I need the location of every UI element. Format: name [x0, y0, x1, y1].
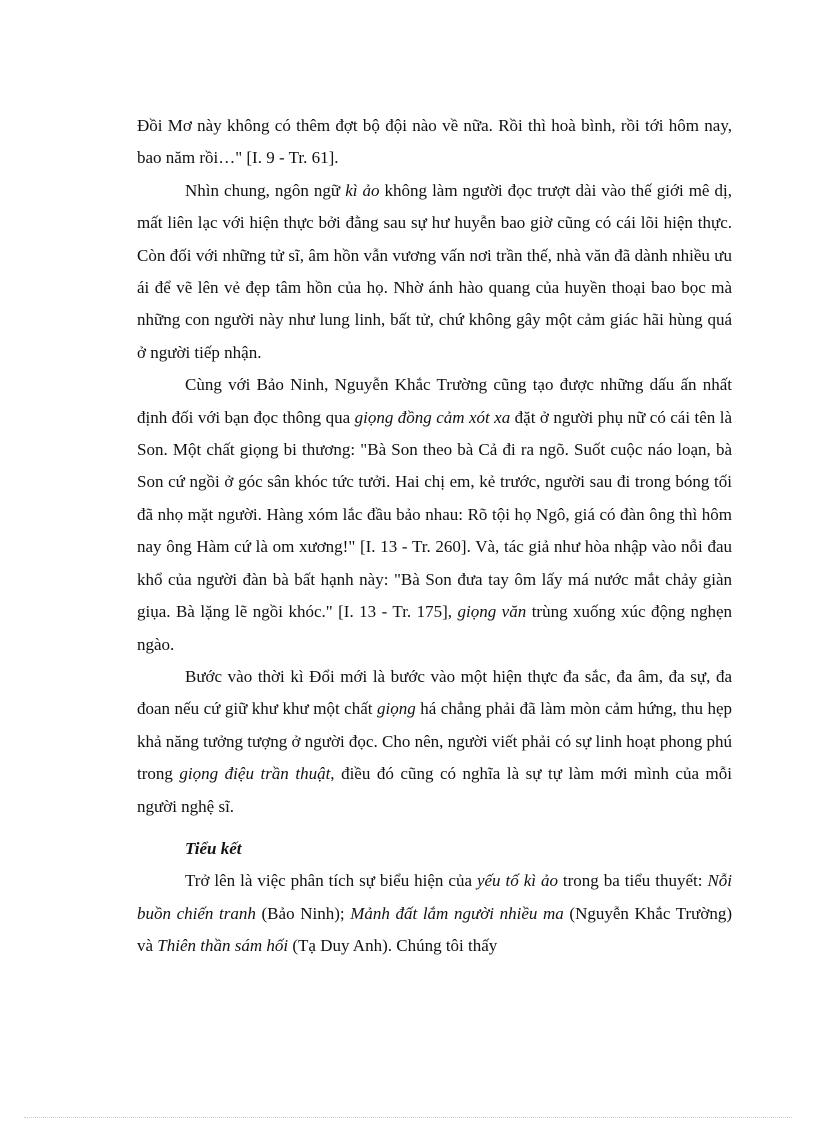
summary-text: [137, 865, 732, 962]
text-run: , điều đó cũng có nghĩa là sự tự làm mới mình của mỗi người nghệ sĩ.: [137, 764, 733, 816]
paragraph: [137, 661, 732, 823]
italic-phrase: giọng điệu trần thuật: [179, 764, 331, 784]
italic-phrase: Nỗi buồn chiến tranh: [137, 871, 732, 923]
text-run: trong ba tiểu thuyết:: [557, 871, 708, 891]
text-run: Cùng với Bảo Ninh, Nguyễn Khắc Trường cũng tạo được những dấu ấn nhất định đối với bạn đọc thông qua: [137, 375, 732, 427]
section-heading: Tiểu kết: [185, 838, 242, 858]
paragraph: [137, 865, 732, 962]
italic-phrase: Mảnh đất lắm người nhiều ma: [350, 903, 564, 923]
footer-divider: [24, 1117, 792, 1118]
body-text: [137, 110, 732, 823]
text-run: trùng xuống xúc động nghẹn ngào.: [137, 602, 732, 654]
document-page: [137, 110, 732, 963]
text-run: (Nguyễn Khắc Trường) và: [137, 903, 733, 956]
text-run: há chẳng phải đã làm mòn cảm hứng, thu hẹp khả năng tưởng tượng ở người đọc. Cho nên, người viết phải có sự linh hoạt phong phú trong: [137, 699, 732, 784]
text-run: (Bảo Ninh);: [255, 903, 351, 923]
text-run: Trở lên là việc phân tích sự biểu hiện của: [185, 871, 477, 891]
paragraph: [137, 175, 732, 369]
paragraph: [137, 369, 732, 661]
italic-phrase: giọng: [377, 699, 416, 719]
text-run: Bước vào thời kì Đổi mới là bước vào một hiện thực đa sắc, đa âm, đa sự, đa đoan nếu cứ giữ khư khư một chất: [137, 666, 732, 719]
text-run: đặt ở người phụ nữ có cái tên là Son. Một chất giọng bi thương: "Bà Son theo bà Cả đi ra ngõ. Suốt cuộc náo loạn, bà Son cứ ngồi ở góc sân khóc tức tưởi. Hai chị em, kẻ trước, người sau đi trong bóng tối đã nhọ mặt người. Hàng xóm lắc đầu bảo nhau: Rõ tội họ Ngô, giá có đàn ông thì hôm nay ông Hàm cứ là om xương!" [I. 13 - Tr. 260]. Và, tác giả như hòa nhập vào nỗi đau khổ của người đàn bà bất hạnh này: "Bà Son đưa tay ôm lấy má nước mắt chảy giàn giụa. Bà lặng lẽ ngồi khóc." [I. 13 - Tr. 175],: [137, 407, 732, 622]
italic-phrase: giọng văn: [457, 602, 527, 622]
text-run: Nhìn chung, ngôn ngữ: [185, 180, 346, 200]
italic-phrase: yếu tố kì ảo: [476, 871, 558, 891]
italic-phrase: kì ảo: [345, 180, 380, 200]
italic-phrase: giọng đồng cảm xót xa: [354, 407, 511, 427]
text-run: không làm người đọc trượt dài vào thế giới mê dị, mất liên lạc với hiện thực bởi đằng sau sự hư huyễn bao giờ cũng có cái lõi hiện thực. Còn đối với những tử sĩ, âm hồn vẫn vương vấn nơi trần thế, nhà văn đã dành nhiều ưu ái để vẽ lên vẻ đẹp tâm hồn của họ. Nhờ ánh hào quang của huyền thoại bao bọc mà những con người này như lung linh, bất tử, chứ không gây một cảm giác hãi hùng quá ở người tiếp nhận.: [137, 180, 732, 362]
text-run: Đồi Mơ này không có thêm đợt bộ đội nào về nữa. Rồi thì hoà bình, rồi tới hôm nay, bao năm rồi…" [I. 9 - Tr. 61].: [137, 116, 732, 168]
text-run: (Tạ Duy Anh). Chúng tôi thấy: [288, 936, 498, 956]
italic-phrase: Thiên thần sám hối: [157, 936, 289, 956]
paragraph: [137, 110, 732, 175]
